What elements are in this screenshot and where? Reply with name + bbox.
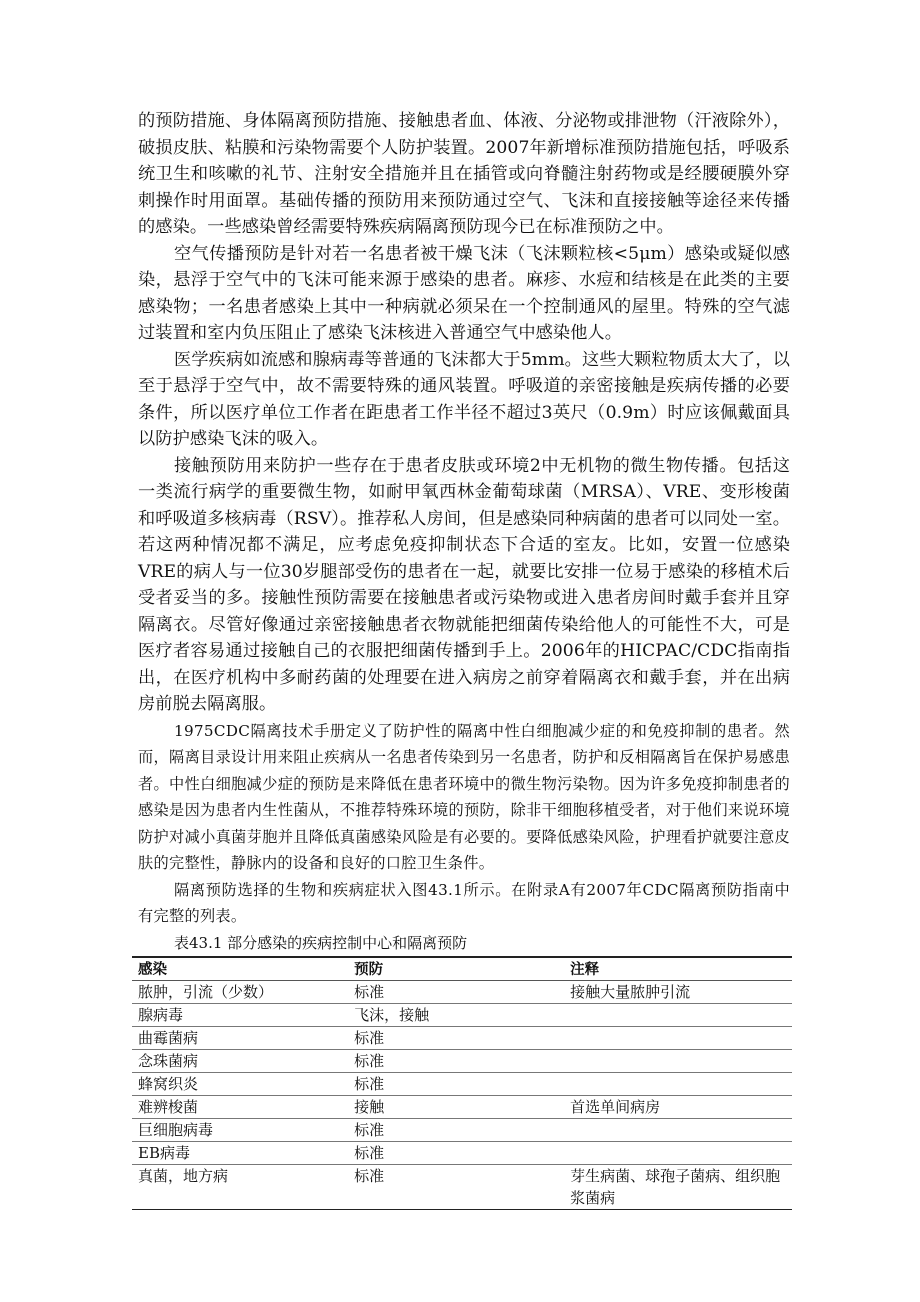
cell-precaution: 标准 [348, 1072, 564, 1095]
paragraph-protective-isolation: 1975CDC隔离技术手册定义了防护性的隔离中性白细胞减少症的和免疫抑制的患者。然而，隔离目录设计用来阻止疾病从一名患者传染到另一名患者，防护和反相隔离旨在保护易感患者。中性白细胞减少症的预防是来降低在患者环境中的微生物污染物。因为许多免疫抑制患者的感染是因为患者内生性菌从，不推荐特殊环境的预防，除非干细胞移植受者，对于他们来说环境防护对减小真菌芽胞并且降低真菌感染风险是有必要的。要降低感染风险，护理看护就要注意皮肤的完整性，静脉内的设备和良好的口腔卫生条件。 [138, 721, 790, 872]
cell-precaution: 标准 [348, 980, 564, 1003]
cell-notes: 接触大量脓肿引流 [564, 980, 792, 1003]
cell-infection: 难辨梭菌 [132, 1095, 348, 1118]
document-page [138, 108, 790, 1210]
paragraph-table-reference: 隔离预防选择的生物和疾病症状入图43.1所示。在附录A有2007年CDC隔离预防指南中有完整的列表。 [138, 880, 790, 925]
cell-precaution: 标准 [348, 1118, 564, 1141]
cell-infection: 脓肿，引流（少数） [132, 980, 348, 1003]
cell-notes [564, 1072, 792, 1095]
cell-precaution: 标准 [348, 1049, 564, 1072]
cell-notes [564, 1118, 792, 1141]
table-row [132, 1026, 792, 1049]
table-row [132, 980, 792, 1003]
cell-infection: 真菌，地方病 [132, 1164, 348, 1209]
cell-infection: 曲霉菌病 [132, 1026, 348, 1049]
table-row [132, 1164, 792, 1209]
isolation-table [132, 956, 792, 1210]
cell-notes [564, 1141, 792, 1164]
paragraph-standard-precautions: 的预防措施、身体隔离预防措施、接触患者血、体液、分泌物或排泄物（汗液除外），破损皮肤、粘膜和污染物需要个人防护装置。2007年新增标准预防措施包括，呼吸系统卫生和咳嗽的礼节、注射安全措施并且在插管或向脊髓注射药物或是经腰硬膜外穿刺操作时用面罩。基础传播的预防用来预防通过空气、飞沫和直接接触等途径来传播的感染。一些感染曾经需要特殊疾病隔离预防现今已在标准预防之中。 [138, 111, 790, 237]
cell-notes [564, 1003, 792, 1026]
paragraph-airborne-precautions: 空气传播预防是针对若一名患者被干燥飞沫（飞沫颗粒核<5μm）感染或疑似感染，悬浮于空气中的飞沫可能来源于感染的患者。麻疹、水痘和结核是在此类的主要感染物；一名患者感染上其中一种病就必须呆在一个控制通风的屋里。特殊的空气滤过装置和室内负压阻止了感染飞沫核进入普通空气中感染他人。 [138, 243, 790, 343]
cell-notes [564, 1049, 792, 1072]
table-header-row [132, 957, 792, 981]
cell-precaution: 飞沫，接触 [348, 1003, 564, 1026]
table-row [132, 1003, 792, 1026]
table-caption: 表43.1 部分感染的疾病控制中心和隔离预防 [174, 933, 468, 952]
paragraph-contact-precautions: 接触预防用来防护一些存在于患者皮肤或环境2中无机物的微生物传播。包括这一类流行病学的重要微生物，如耐甲氧西林金葡萄球菌（MRSA）、VRE、变形梭菌和呼吸道多核病毒（RSV）。推荐私人房间，但是感染同种病菌的患者可以同处一室。若这两种情况都不满足，应考虑免疫抑制状态下合适的室友。比如，安置一位感染VRE的病人与一位30岁腿部受伤的患者在一起，就要比安排一位易于感染的移植术后受者妥当的多。接触性预防需要在接触患者或污染物或进入患者房间时戴手套并且穿隔离衣。尽管好像通过亲密接触患者衣物就能把细菌传染给他人的可能性不大，可是医疗者容易通过接触自己的衣服把细菌传播到手上。2006年的HICPAC/CDC指南指出，在医疗机构中多耐药菌的处理要在进入病房之前穿着隔离衣和戴手套，并在出病房前脱去隔离服。 [138, 455, 790, 714]
cell-notes: 首选单间病房 [564, 1095, 792, 1118]
cell-infection: 巨细胞病毒 [132, 1118, 348, 1141]
table-row [132, 1141, 792, 1164]
cell-notes: 芽生病菌、球孢子菌病、组织胞浆菌病 [564, 1164, 792, 1209]
cell-precaution: 标准 [348, 1164, 564, 1209]
table-row [132, 1049, 792, 1072]
cell-infection: 腺病毒 [132, 1003, 348, 1026]
cell-infection: 念珠菌病 [132, 1049, 348, 1072]
cell-precaution: 接触 [348, 1095, 564, 1118]
table-row [132, 1072, 792, 1095]
header-precaution: 预防 [354, 962, 384, 978]
cell-infection: EB病毒 [132, 1141, 348, 1164]
table-row [132, 1095, 792, 1118]
cell-precaution: 标准 [348, 1026, 564, 1049]
header-notes: 注释 [570, 962, 600, 978]
cell-precaution: 标准 [348, 1141, 564, 1164]
table-row [132, 1118, 792, 1141]
cell-notes [564, 1026, 792, 1049]
header-infection: 感染 [138, 962, 167, 978]
cell-infection: 蜂窝织炎 [132, 1072, 348, 1095]
paragraph-droplet-precautions: 医学疾病如流感和腺病毒等普通的飞沫都大于5mm。这些大颗粒物质太大了，以至于悬浮于空气中，故不需要特殊的通风装置。呼吸道的亲密接触是疾病传播的必要条件，所以医疗单位工作者在距患者工作半径不超过3英尺（0.9m）时应该佩戴面具以防护感染飞沫的吸入。 [138, 349, 790, 449]
